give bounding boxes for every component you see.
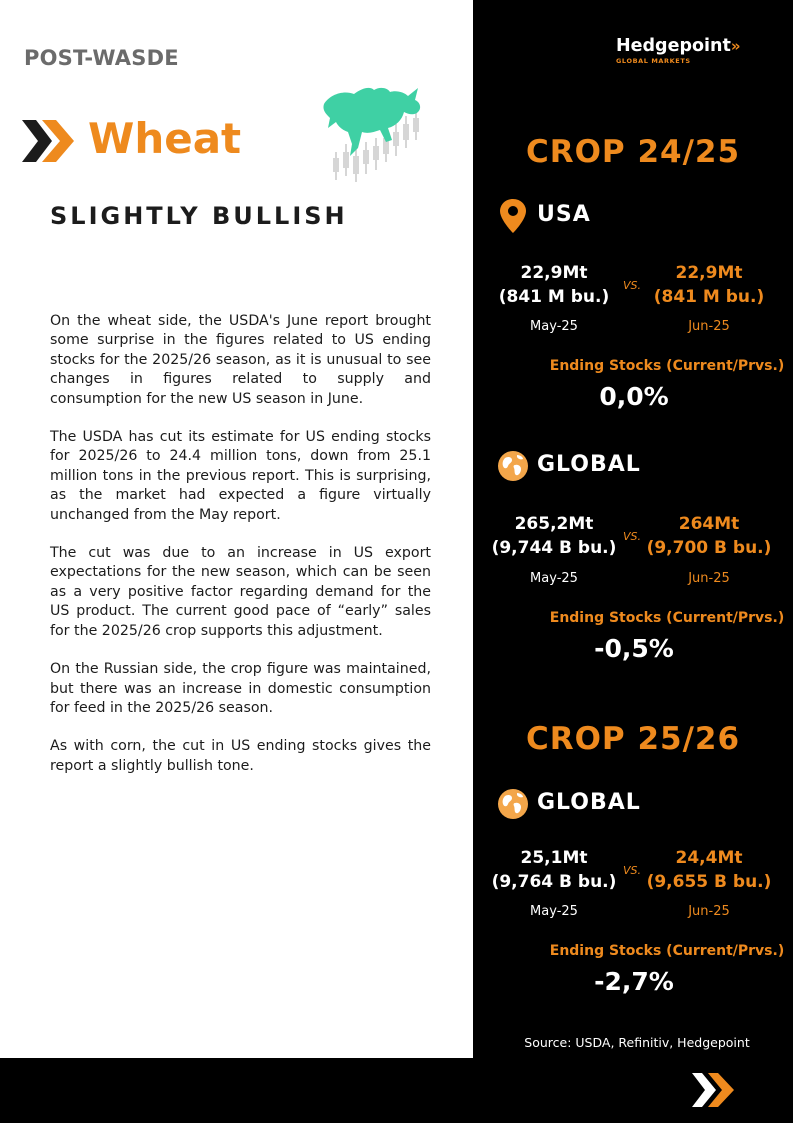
ending-stocks-change: 0,0% [599, 382, 669, 411]
paragraph: The USDA has cut its estimate for US ending stocks for 2025/26 to 24.4 million tons, down from 25.1 million tons in the previous report. This is surprising, as the market had expected a figure virtually unchanged from the May report. [50, 429, 431, 523]
page-title: Wheat [88, 114, 242, 163]
paragraph: On the Russian side, the crop figure was maintained, but there was an increase in domestic consumption for feed in the 2025/26 season. [50, 661, 431, 716]
vs-label: VS. [623, 530, 642, 543]
prev-date: May-25 [530, 319, 578, 334]
logo-arrows: » [730, 37, 741, 55]
prev-date: May-25 [530, 904, 578, 919]
ending-stocks-label: Ending Stocks (Current/Prvs.) [549, 610, 785, 626]
location-pin-icon [497, 198, 529, 234]
prev-value: 22,9Mt (841 M bu.) [498, 263, 610, 307]
prev-date: May-25 [530, 571, 578, 586]
chevron-arrows-icon [22, 116, 78, 166]
ending-stocks-label: Ending Stocks (Current/Prvs.) [549, 943, 785, 959]
curr-date: Jun-25 [688, 319, 730, 334]
paragraph: The cut was due to an increase in US export expectations for the new season, which can be seen as a very positive factor regarding demand for the US product. The current good pace of “early” sales for the 2025/26 crop supports this adjustment. [50, 545, 431, 639]
crop-2526-title: CROP 25/26 [525, 721, 741, 757]
region-name: GLOBAL [537, 452, 641, 477]
page-subtitle: SLIGHTLY BULLISH [50, 202, 348, 230]
prev-value: 265,2Mt (9,744 B bu.) [491, 514, 617, 558]
prev-value: 25,1Mt (9,764 B bu.) [491, 848, 617, 892]
right-column [473, 0, 793, 1058]
curr-value: 264Mt (9,700 B bu.) [646, 514, 772, 558]
ending-stocks-label: Ending Stocks (Current/Prvs.) [549, 358, 785, 374]
curr-value: 24,4Mt (9,655 B bu.) [646, 848, 772, 892]
vs-label: VS. [623, 279, 642, 292]
globe-icon [497, 448, 529, 484]
region-name: USA [537, 202, 591, 227]
curr-date: Jun-25 [688, 571, 730, 586]
vs-label: VS. [623, 864, 642, 877]
globe-icon [497, 786, 529, 822]
region-name: GLOBAL [537, 790, 641, 815]
curr-date: Jun-25 [688, 904, 730, 919]
source-note: Source: USDA, Refinitiv, Hedgepoint [524, 1035, 750, 1050]
bull-market-icon [318, 82, 424, 186]
ending-stocks-change: -2,7% [594, 967, 674, 996]
logo-name: Hedgepoint [616, 36, 731, 56]
logo-tagline: GLOBAL MARKETS [616, 57, 691, 65]
paragraph: On the wheat side, the USDA's June report brought some surprise in the figures related to US ending stocks for the 2025/26 season, as it is unusual to see changes in figures related to supply and consumption for the new US season in June. [50, 313, 431, 407]
paragraph: As with corn, the cut in US ending stocks gives the report a slightly bullish tone. [50, 738, 431, 774]
report-kicker: POST-WASDE [24, 46, 179, 70]
chevron-arrows-icon [690, 1070, 738, 1110]
crop-2425-title: CROP 24/25 [525, 134, 741, 170]
page-footer [0, 1058, 793, 1123]
ending-stocks-change: -0,5% [594, 634, 674, 663]
curr-value: 22,9Mt (841 M bu.) [653, 263, 765, 307]
company-logo [616, 36, 741, 65]
body-text [50, 312, 431, 795]
